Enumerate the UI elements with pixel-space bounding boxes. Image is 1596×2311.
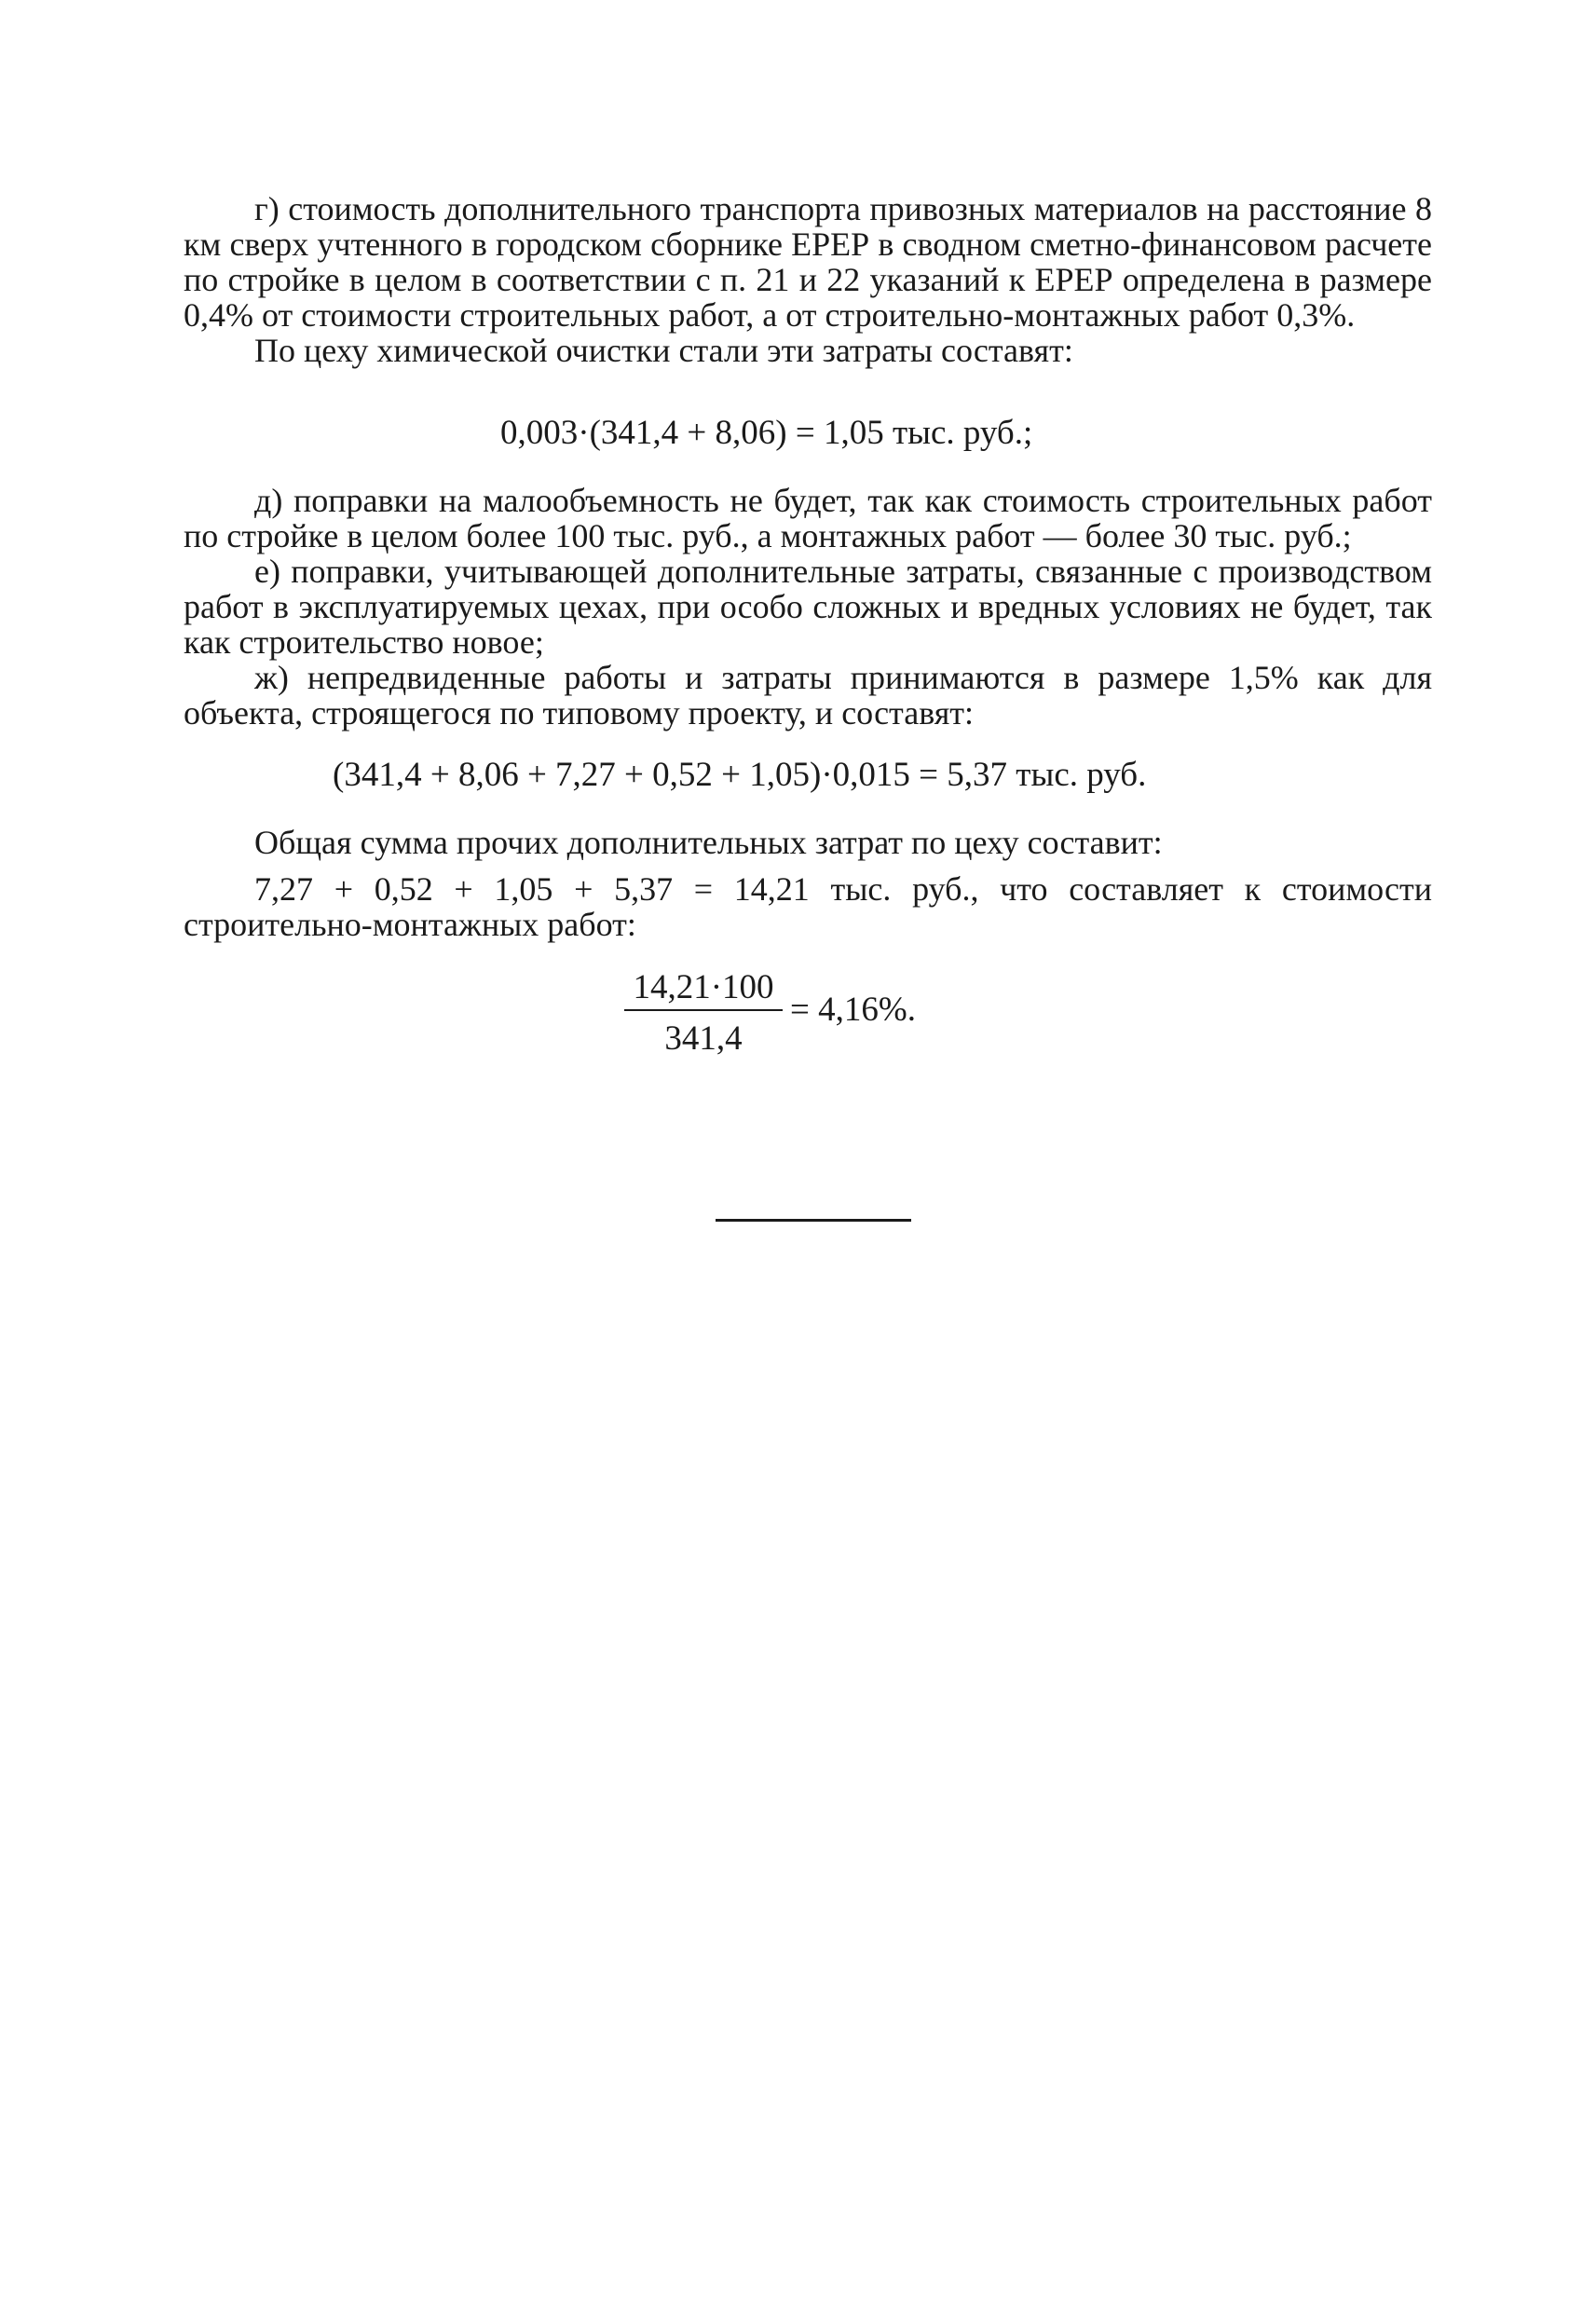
paragraph-total-calc: 7,27 + 0,52 + 1,05 + 5,37 = 14,21 тыс. руб., что составляет к стоимости строительно-монтажных работ: xyxy=(184,870,1432,943)
text-block-g xyxy=(184,191,1432,368)
paragraph-total: Общая сумма прочих дополнительных затрат по цеху составит: xyxy=(254,824,1163,861)
text-block-total xyxy=(184,825,1432,942)
paragraph-g: г) стоимость дополнительного транспорта привозных материалов на расстояние 8 км сверх учтенного в городском сборнике ЕРЕР в сводном сметно-финансовом расчете по стройке в целом в соответствии с п. 21 и 22 указаний к ЕРЕР определена в размере 0,4% от стоимости строительных работ, а от строительно-монтажных работ 0,3%. xyxy=(184,190,1432,334)
paragraph-zh: ж) непредвиденные работы и затраты принимаются в размере 1,5% как для объекта, строящегося по типовому проекту, и составят: xyxy=(184,659,1432,732)
formula-unforeseen: (341,4 + 8,06 + 7,27 + 0,52 + 1,05)·0,015 = 5,37 тыс. руб. xyxy=(333,756,1147,794)
fraction-result: = 4,16%. xyxy=(790,991,916,1029)
formula-transport: 0,003·(341,4 + 8,06) = 1,05 тыс. руб.; xyxy=(500,414,1033,452)
fraction-numerator: 14,21·100 xyxy=(633,968,774,1006)
fraction-denominator: 341,4 xyxy=(664,1019,743,1058)
text-block-d-e-zh xyxy=(184,483,1432,731)
paragraph-shop: По цеху химической очистки стали эти затраты составят: xyxy=(254,332,1073,369)
paragraph-d: д) поправки на малообъемность не будет, так как стоимость строительных работ по стройке в целом более 100 тыс. руб., а монтажных работ — более 30 тыс. руб.; xyxy=(184,482,1432,554)
fraction-bar xyxy=(624,1009,783,1011)
paragraph-e: е) поправки, учитывающей дополнительные затраты, связанные с производством работ в эксплуатируемых цехах, при особо сложных и вредных условиях не будет, так как строительство новое; xyxy=(184,553,1432,661)
end-divider xyxy=(716,1219,911,1222)
